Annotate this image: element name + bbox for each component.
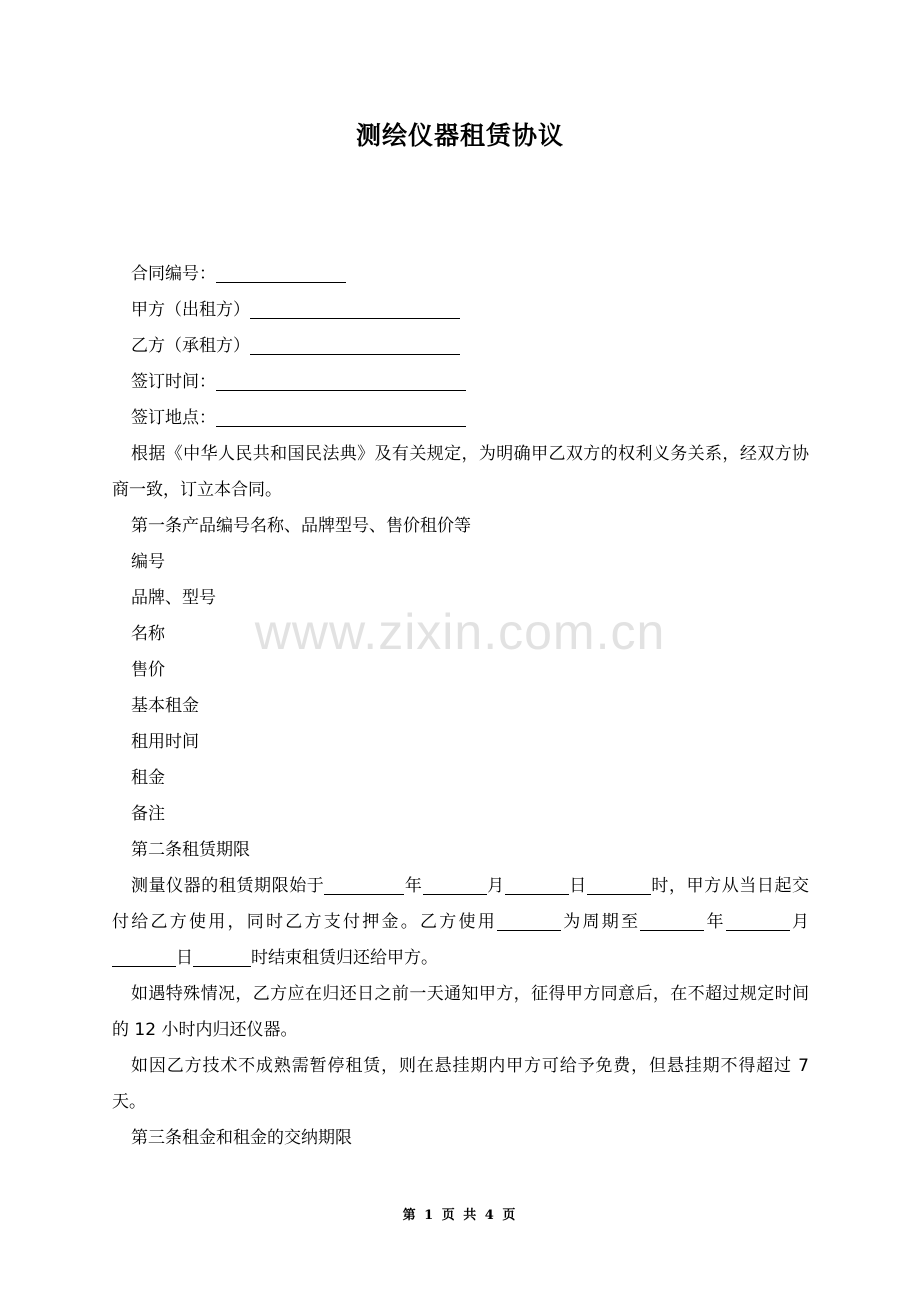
sign-time-blank: [216, 368, 466, 391]
document-body: [112, 256, 809, 1156]
start-day-blank: [505, 872, 569, 895]
term-text: 时，甲方从当日起交付给乙方使用，同时乙方支付押金。乙方使用: [112, 876, 810, 932]
sign-place-label: 签订地点：: [131, 408, 216, 428]
term-text: 月: [789, 912, 809, 932]
intro-paragraph: 根据《中华人民共和国民法典》及有关规定，为明确甲乙双方的权利义务关系，经双方协商一致，订立本合同。: [112, 444, 809, 500]
end-month-blank: [726, 908, 790, 931]
sign-time-label: 签订时间：: [131, 372, 216, 392]
end-year-blank: [640, 908, 704, 931]
party-b-label: 乙方（承租方）: [131, 336, 250, 356]
term-text: 年: [704, 912, 726, 932]
party-a-blank: [250, 296, 460, 319]
article1-item: 租金: [131, 768, 165, 788]
contract-number-label: 合同编号：: [131, 264, 216, 284]
article2-term-paragraph: [112, 868, 809, 976]
article1-heading: 第一条产品编号名称、品牌型号、售价租价等: [131, 516, 471, 536]
end-hour-blank: [193, 944, 251, 967]
term-text: 为周期至: [561, 912, 641, 932]
party-b-line: [112, 328, 809, 364]
article2-suspend-paragraph: 如因乙方技术不成熟需暂停租赁，则在悬挂期内甲方可给予免费，但悬挂期不得超过 7 天。: [112, 1056, 809, 1112]
article1-item: 租用时间: [131, 732, 199, 752]
end-day-blank: [112, 944, 176, 967]
term-text: 日: [176, 948, 193, 968]
contract-number-line: [112, 256, 809, 292]
page-footer: 第 1 页 共 4 页: [402, 1208, 518, 1223]
article1-item: 编号: [131, 552, 165, 572]
article1-item: 备注: [131, 804, 165, 824]
article1-item: 售价: [131, 660, 165, 680]
watermark: www.zixin.com.cn: [254, 604, 666, 660]
party-a-line: [112, 292, 809, 328]
sign-place-blank: [216, 404, 466, 427]
article2-heading: 第二条租赁期限: [131, 840, 250, 860]
contract-number-blank: [216, 260, 346, 283]
sign-place-line: [112, 400, 809, 436]
party-a-label: 甲方（出租方）: [131, 300, 250, 320]
term-text: 测量仪器的租赁期限始于: [131, 876, 325, 896]
start-month-blank: [423, 872, 487, 895]
term-text: 日: [568, 876, 587, 896]
article3-heading: 第三条租金和租金的交纳期限: [131, 1128, 352, 1148]
article1-item: 名称: [131, 624, 165, 644]
period-blank: [497, 908, 561, 931]
article2-special-paragraph: 如遇特殊情况，乙方应在归还日之前一天通知甲方，征得甲方同意后，在不超过规定时间的 12 小时内归还仪器。: [112, 984, 809, 1040]
party-b-blank: [250, 332, 460, 355]
article1-item: 品牌、型号: [131, 588, 216, 608]
sign-time-line: [112, 364, 809, 400]
start-hour-blank: [587, 872, 651, 895]
article1-item: 基本租金: [131, 696, 199, 716]
term-text: 年: [404, 876, 423, 896]
term-text: 月: [486, 876, 505, 896]
document-title: 测绘仪器租赁协议: [355, 121, 564, 150]
start-year-blank: [324, 872, 404, 895]
term-text: 时结束租赁归还给甲方。: [251, 948, 438, 968]
